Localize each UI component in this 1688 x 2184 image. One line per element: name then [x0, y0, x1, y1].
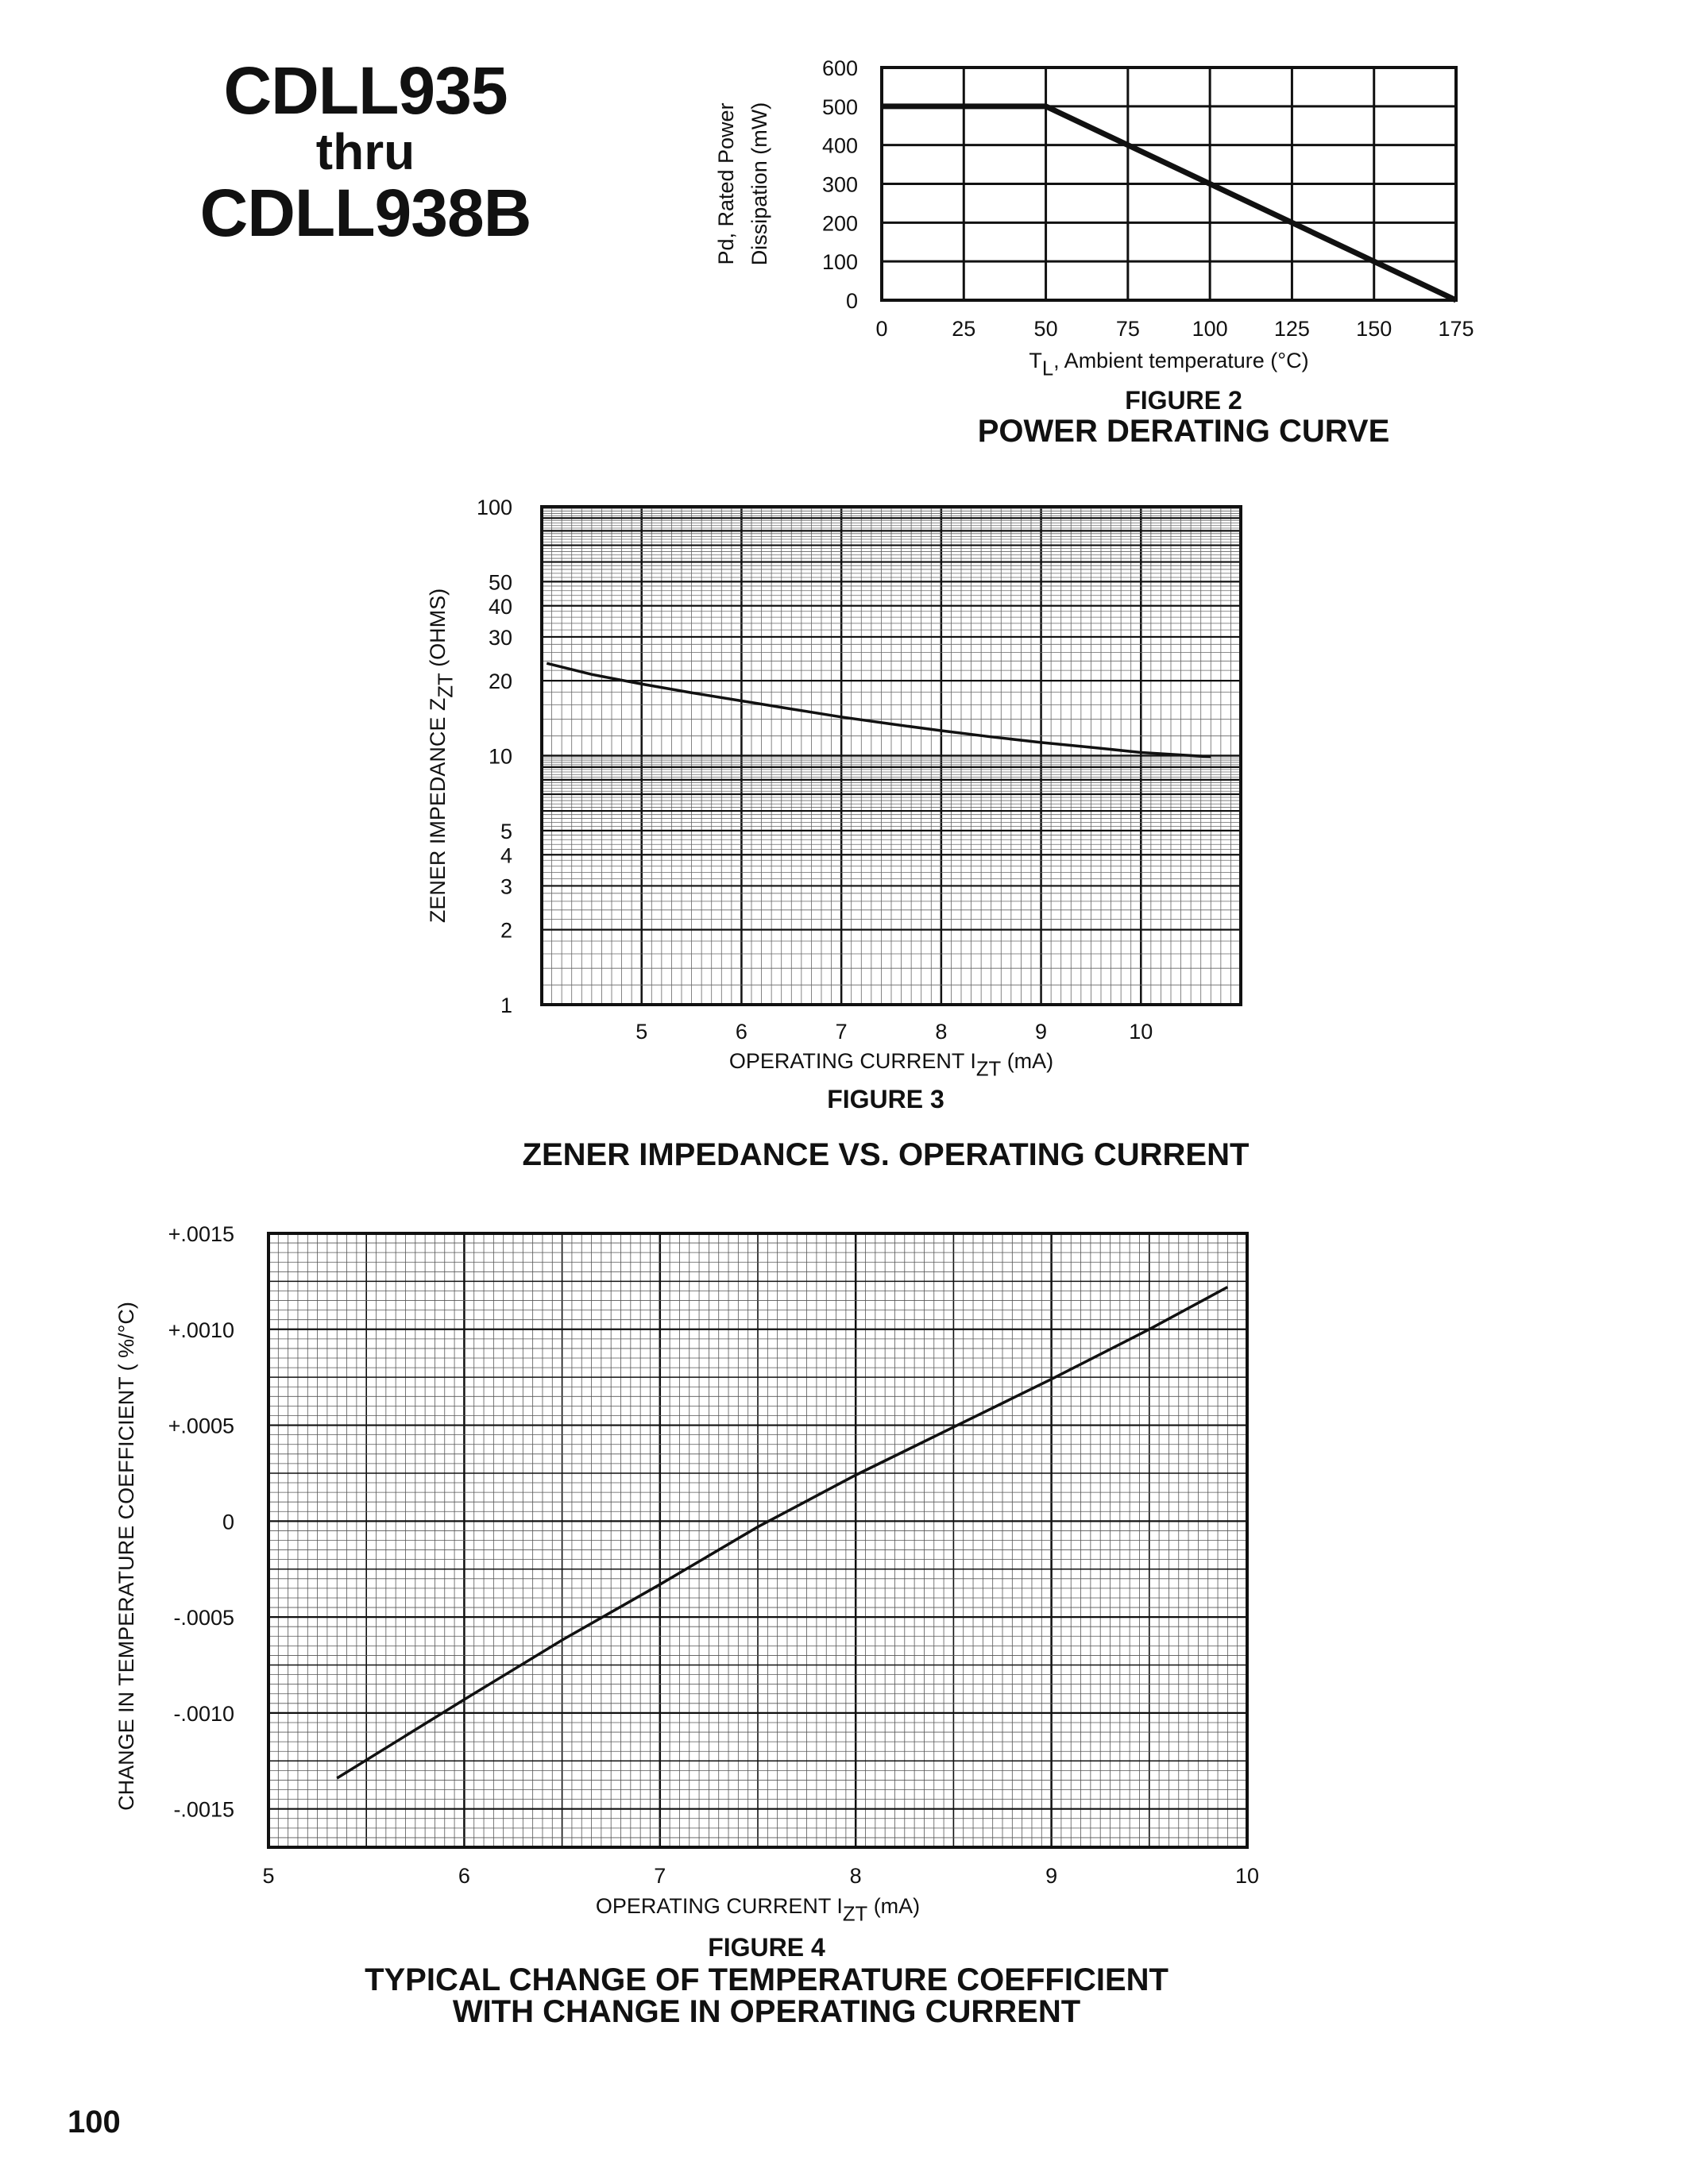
figure3-ytick-label: 2: [500, 918, 512, 943]
figure4-title-line2: WITH CHANGE IN OPERATING CURRENT: [452, 1994, 1081, 2029]
figure2-ylabel-line2: Dissipation (mW): [747, 102, 771, 266]
figure3-xtick-label: 9: [1035, 1020, 1048, 1044]
figure2-ylabel-group: [714, 102, 771, 266]
figure4-ytick-label: 0: [222, 1510, 234, 1534]
figure4-xtick-label: 10: [1234, 1864, 1260, 1888]
figure4-ytick-label: +.0010: [168, 1318, 234, 1342]
figure3-ytick-label: 20: [488, 669, 512, 694]
figure3-xlabel: OPERATING CURRENT IZT (mA): [728, 1049, 1054, 1081]
figure4-xtick-label: 8: [849, 1864, 862, 1888]
figure2-ytick-label: 0: [845, 289, 858, 313]
figure4-ytick-label: +.0005: [168, 1414, 234, 1438]
figure3-ytick-label: 10: [488, 744, 512, 769]
figure4-ytick-label: -.0010: [173, 1701, 234, 1726]
figure2-xtick-label: 75: [1115, 317, 1140, 341]
figure3-ylabel-group: [426, 588, 457, 923]
figure2-ytick-label: 500: [821, 95, 858, 119]
figure3-xtick-label: 6: [735, 1020, 747, 1044]
figure4-ylabel-group: [114, 1302, 138, 1811]
figure3-figure-label: FIGURE 3: [827, 1085, 944, 1113]
figure3-ytick-label: 1: [500, 994, 512, 1017]
figure3-ytick-label: 30: [488, 625, 512, 650]
figure4-xtick-label: 6: [458, 1864, 470, 1888]
figure2-ytick-label: 300: [821, 172, 858, 197]
figure2-chart: [714, 56, 1474, 449]
figure4-ytick-label: -.0015: [173, 1797, 234, 1822]
figure4-title-line1: TYPICAL CHANGE OF TEMPERATURE COEFFICIENT: [365, 1962, 1168, 1997]
figure2-xtick-label: 100: [1192, 317, 1228, 341]
figure2-ytick-label: 400: [821, 133, 858, 158]
figure4-ytick-label: -.0005: [173, 1606, 234, 1630]
figure4-xlabel: OPERATING CURRENT IZT (mA): [595, 1894, 921, 1926]
figure3-xtick-label: 10: [1129, 1020, 1153, 1044]
figure3-ytick-label: 50: [488, 570, 512, 595]
figure3-ytick-label: 5: [500, 819, 512, 843]
figure2-title: POWER DERATING CURVE: [977, 414, 1390, 449]
title-thru: thru: [315, 123, 415, 180]
figure2-xtick-label: 175: [1438, 317, 1474, 341]
figure4-xtick-label: 5: [262, 1864, 275, 1888]
page-number: 100: [68, 2105, 121, 2140]
figure2-ylabel-line1: Pd, Rated Power: [714, 102, 738, 265]
figure3-ytick-label: 100: [476, 496, 512, 519]
figure4-xtick-label: 7: [654, 1864, 666, 1888]
figure3-ylabel: ZENER IMPEDANCE ZZT (OHMS): [426, 588, 458, 924]
title-part-start: CDLL935: [223, 53, 508, 128]
figure2-ytick-label: 200: [821, 211, 858, 236]
figure2-xtick-label: 50: [1033, 317, 1058, 341]
figure3-xtick-label: 8: [935, 1020, 948, 1044]
figure4-ytick-label: +.0015: [168, 1222, 234, 1246]
figure3-xtick-label: 7: [835, 1020, 848, 1044]
figure4-chart: [114, 1222, 1259, 2029]
figure3-ytick-label: 4: [500, 843, 512, 868]
title-part-end: CDLL938B: [199, 176, 531, 250]
figure2-figure-label: FIGURE 2: [1125, 386, 1242, 415]
figure3-title: ZENER IMPEDANCE VS. OPERATING CURRENT: [522, 1137, 1250, 1172]
figure2-ytick-label: 100: [821, 250, 858, 275]
figure2-xtick-label: 0: [875, 317, 888, 341]
figure3-chart: [426, 496, 1249, 1172]
figure2-xlabel: TL, Ambient temperature (°C): [1029, 349, 1309, 380]
figure2-xtick-label: 125: [1273, 317, 1310, 341]
figure2-ytick-label: 600: [821, 56, 858, 80]
figure4-xtick-label: 9: [1045, 1864, 1058, 1888]
figure2-xtick-label: 150: [1356, 317, 1393, 341]
figure3-ytick-label: 3: [500, 874, 512, 899]
figure4-ylabel: CHANGE IN TEMPERATURE COEFFICIENT ( %/°C): [114, 1302, 138, 1811]
figure3-xtick-label: 5: [635, 1020, 648, 1044]
figure4-tc-curve: [337, 1287, 1227, 1778]
figure2-xtick-label: 25: [952, 317, 976, 341]
figure3-ytick-label: 40: [488, 594, 512, 619]
figure4-figure-label: FIGURE 4: [708, 1933, 825, 1962]
figure2-derating-line: [882, 106, 1456, 300]
